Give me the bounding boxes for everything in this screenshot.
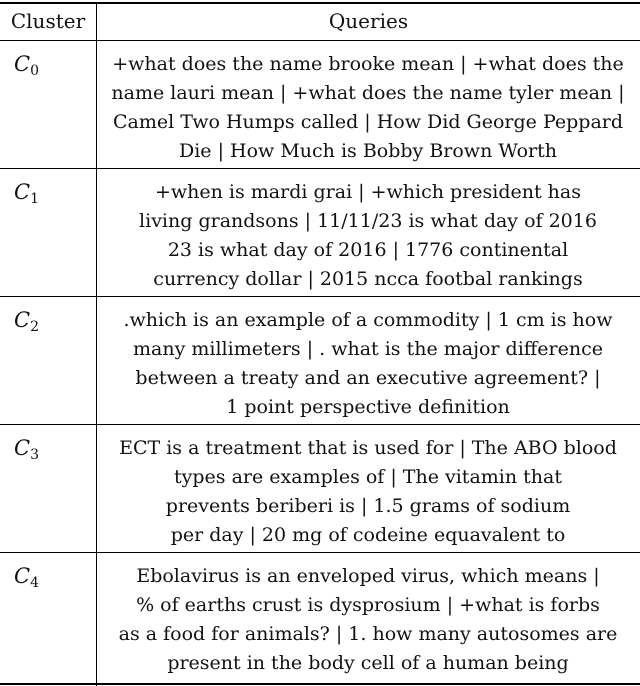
cluster-letter: C — [14, 564, 31, 588]
query-line: between a treaty and an executive agreement? | — [135, 367, 601, 389]
query-line: +when is mardi grai | +which president has — [154, 181, 581, 203]
query-line: Camel Two Humps called | How Did George Peppard — [112, 111, 624, 133]
cluster-letter: C — [14, 436, 31, 460]
cluster-letter: C — [14, 180, 31, 204]
query-line: 23 is what day of 2016 | 1776 continental — [167, 239, 569, 261]
row-rule — [0, 168, 640, 169]
cluster-letter: C — [14, 308, 31, 332]
queries-c1 — [100, 178, 636, 294]
cluster-label-c2 — [14, 306, 92, 335]
cluster-label-c4 — [14, 562, 92, 591]
cluster-index: 1 — [30, 191, 39, 207]
cluster-label-c0 — [14, 50, 92, 79]
queries-c4 — [100, 562, 636, 678]
query-line: ECT is a treatment that is used for | The ABO blood — [119, 437, 617, 459]
query-line: 1 point perspective definition — [226, 396, 510, 418]
cluster-letter: C — [14, 52, 31, 76]
query-line: Die | How Much is Bobby Brown Worth — [179, 140, 557, 162]
query-line: many millimeters | . what is the major difference — [133, 338, 603, 360]
query-line: % of earths crust is dysprosium | +what is forbs — [136, 594, 600, 616]
row-rule — [0, 552, 640, 553]
row-rule — [0, 424, 640, 425]
query-line: per day | 20 mg of codeine equavalent to — [170, 524, 566, 546]
query-line: name lauri mean | +what does the name tyler mean | — [111, 82, 625, 104]
cluster-index: 0 — [30, 63, 39, 79]
query-line: +what does the name brooke mean | +what does the — [112, 53, 624, 75]
row-rule — [0, 296, 640, 297]
header-queries: Queries — [328, 9, 409, 33]
cluster-index: 3 — [30, 447, 39, 463]
header-cluster: Cluster — [10, 9, 86, 33]
queries-c0 — [100, 50, 636, 166]
column-divider — [96, 4, 97, 686]
cluster-index: 2 — [30, 319, 39, 335]
query-line: living grandsons | 11/11/23 is what day of 2016 — [139, 210, 597, 232]
header-rule — [0, 40, 640, 41]
cluster-label-c3 — [14, 434, 92, 463]
query-line: as a food for animals? | 1. how many autosomes are — [118, 623, 618, 645]
query-line: Ebolavirus is an enveloped virus, which means | — [136, 565, 600, 587]
cluster-label-c1 — [14, 178, 92, 207]
query-line: present in the body cell of a human being — [167, 652, 569, 674]
query-line: types are examples of | The vitamin that — [174, 466, 562, 488]
cluster-index: 4 — [30, 575, 39, 591]
bottom-rule — [0, 683, 640, 685]
queries-c2 — [100, 306, 636, 422]
query-line: .which is an example of a commodity | 1 cm is how — [123, 309, 613, 331]
queries-c3 — [100, 434, 636, 550]
query-line: prevents beriberi is | 1.5 grams of sodium — [165, 495, 571, 517]
query-line: currency dollar | 2015 ncca footbal rankings — [153, 268, 583, 290]
